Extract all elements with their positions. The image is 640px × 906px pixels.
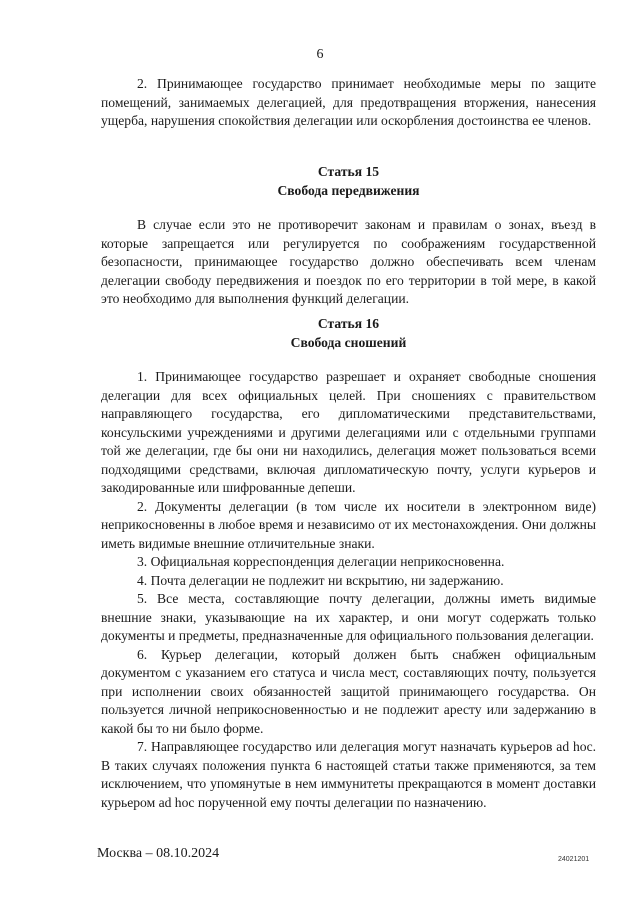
intro-section xyxy=(101,75,596,131)
article-15-body xyxy=(101,216,596,309)
article-16-paragraph-2: 2. Документы делегации (в том числе их носители в электронном виде) неприкосновенны в любое время и независимо от их местонахождения. Они должны иметь видимые внешние отличительные знаки. xyxy=(101,498,596,551)
article-15-paragraph: В случае если это не противоречит законам и правилам о зонах, въезд в которые запрещается или регулируется по соображениям государственной безопасности, принимающее государство должно обеспечивать всем членам делегации свободу передвижения и поездок по его территории в той мере, в какой это необходимо для выполнения функций делегации. xyxy=(101,217,596,306)
article-16-body xyxy=(101,368,596,812)
page-number: 6 xyxy=(316,47,324,62)
article-16-paragraph-7: 7. Направляющее государство или делегация могут назначать курьеров ad hoc. В таких случаях положения пункта 6 настоящей статьи также применяются, за тем исключением, что упомянутые в нем иммунитеты прекращаются в момент доставки курьером ad hoc порученной ему почты делегации по назначению. xyxy=(101,739,596,810)
article-15-title: Статья 15 xyxy=(317,164,380,179)
article-16-paragraph-5: 5. Все места, составляющие почту делегации, должны иметь видимые внешние знаки, указывающие на их характер, и они могут содержать только документы и предметы, предназначенные для официального пользования делегации. xyxy=(101,591,596,643)
article-16 xyxy=(101,315,596,352)
article-15-subtitle: Свобода передвижения xyxy=(277,182,420,198)
article-16-paragraph-4: 4. Почта делегации не подлежит ни вскрытию, ни задержанию. xyxy=(137,572,504,588)
footer-doc-code: 24021201 xyxy=(558,856,590,863)
footer-place-date: Москва – 08.10.2024 xyxy=(97,846,220,861)
article-16-subtitle: Свобода сношений xyxy=(290,334,407,350)
article-16-paragraph-3: 3. Официальная корреспонденция делегации неприкосновенна. xyxy=(137,554,505,569)
article-16-title: Статья 16 xyxy=(317,316,380,331)
article-15 xyxy=(101,163,596,200)
intro-paragraph: 2. Принимающее государство принимает необходимые меры по защите помещений, занимаемых делегацией, для предотвращения вторжения, нанесения ущерба, нарушения спокойствия делегации или оскорбления достоинства ее членов. xyxy=(101,76,596,128)
article-16-paragraph-1: 1. Принимающее государство разрешает и охраняет свободные сношения делегации для всех официальных целей. При сношениях с правительством направляющего государства, его дипломатическими представительствами, консульскими учреждениями и другими делегациями или с отдельными группами той же делегации, где бы они ни находились, делегация может пользоваться всеми подходящими средствами, включая дипломатическую почту, услуги курьеров и закодированные или шифрованные депеши. xyxy=(101,369,596,495)
article-16-paragraph-6: 6. Курьер делегации, который должен быть снабжен официальным документом с указанием его статуса и числа мест, составляющих почту, пользуется при исполнении своих обязанностей защитой принимающего государства. Он пользуется личной неприкосновенностью и не подлежит аресту или задержанию в какой бы то ни было форме. xyxy=(101,646,596,736)
